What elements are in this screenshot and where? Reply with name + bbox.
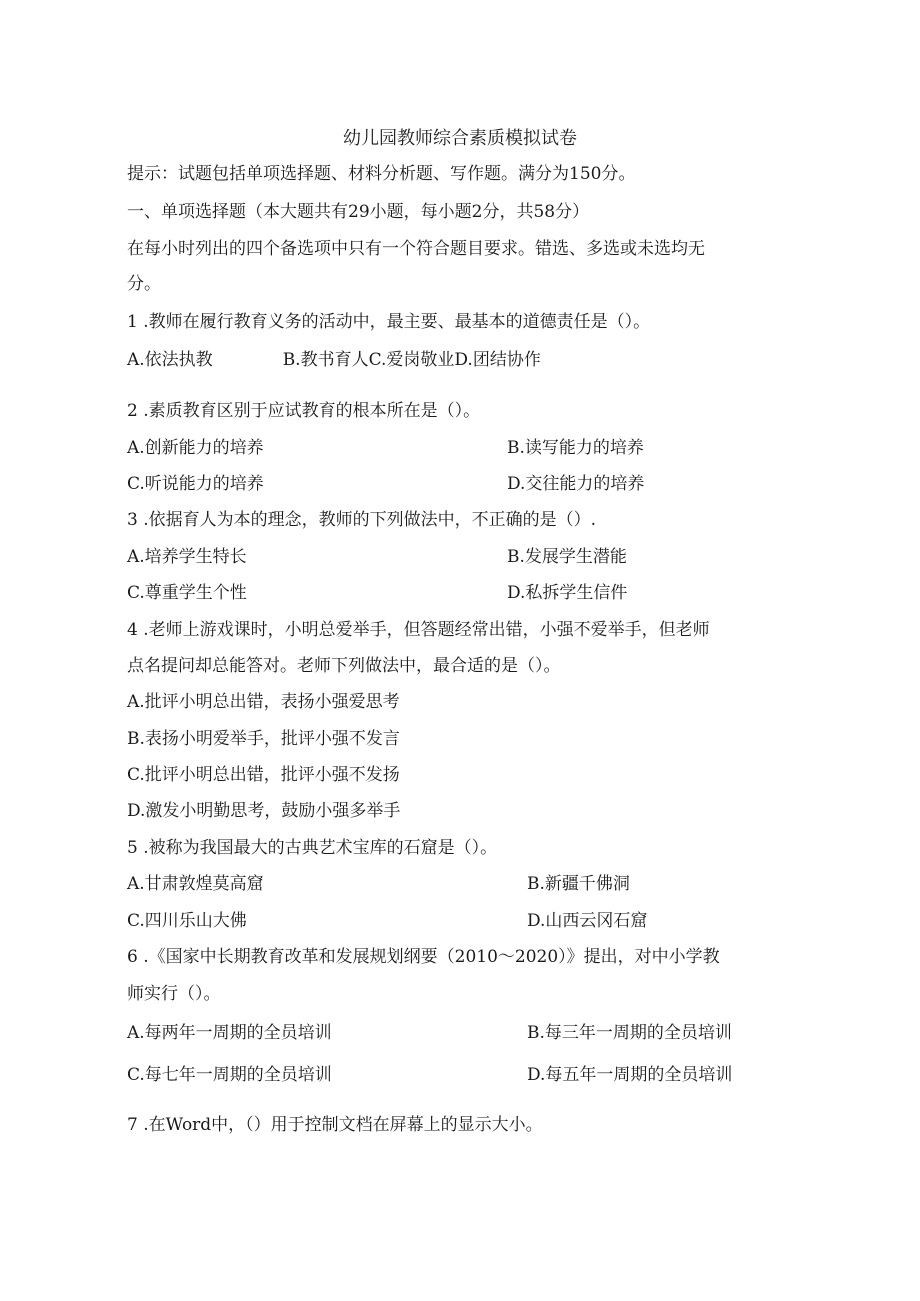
question-1-options-bcd: B.教书育人C.爱岗敬业D.团结协作: [282, 350, 541, 370]
question-6-stem-line2: 师实行（）。: [127, 984, 221, 1004]
question-4-stem-line1: 4 .老师上游戏课时，小明总爱举手，但答题经常出错，小强不爱举手，但老师: [127, 620, 710, 640]
question-6-option-d: D.每五年一周期的全员培训: [527, 1065, 733, 1085]
question-1-options: [127, 349, 541, 371]
question-6-option-b: B.每三年一周期的全员培训: [527, 1023, 732, 1043]
question-4-stem-line2: 点名提问却总能答对。老师下列做法中，最合适的是（）。: [127, 656, 561, 676]
question-1-stem: 1 .教师在履行教育义务的活动中，最主要、最基本的道德责任是（）。: [127, 312, 651, 332]
question-6-stem-line1: 6 .《国家中长期教育改革和发展规划纲要（2010～2020）》提出，对中小学教: [127, 947, 720, 967]
question-5-option-a: A.甘肃敦煌莫高窟: [127, 874, 264, 894]
question-5-option-c: C.四川乐山大佛: [127, 911, 247, 931]
section-instruction-line2: 分。: [127, 274, 161, 294]
question-5-option-b: B.新疆千佛洞: [527, 874, 630, 894]
question-4-option-c: C.批评小明总出错，批评小强不发扬: [127, 765, 400, 785]
question-2-stem: 2 .素质教育区别于应试教育的根本所在是（）。: [127, 401, 481, 421]
question-6-option-c: C.每七年一周期的全员培训: [127, 1065, 332, 1085]
exam-hint: 提示：试题包括单项选择题、材料分析题、写作题。满分为150分。: [127, 164, 636, 184]
question-4-option-a: A.批评小明总出错，表扬小强爱思考: [127, 692, 400, 712]
question-2-option-a: A.创新能力的培养: [127, 438, 264, 458]
section-instruction-line1: 在每小时列出的四个备选项中只有一个符合题目要求。错选、多选或未选均无: [127, 239, 705, 259]
question-2-option-c: C.听说能力的培养: [127, 474, 264, 494]
question-3-stem: 3 .依据育人为本的理念，教师的下列做法中，不正确的是（）.: [127, 510, 597, 530]
question-2-option-b: B.读写能力的培养: [507, 438, 644, 458]
question-7-stem: 7 .在Word中，（）用于控制文档在屏幕上的显示大小。: [127, 1115, 543, 1135]
question-4-option-b: B.表扬小明爱举手，批评小强不发言: [127, 729, 400, 749]
question-3-option-d: D.私拆学生信件: [507, 583, 628, 603]
question-1-option-a: A.依法执教: [127, 350, 213, 370]
question-5-option-d: D.山西云冈石窟: [527, 911, 648, 931]
question-4-option-d: D.激发小明勤思考，鼓励小强多举手: [127, 801, 401, 821]
question-3-option-b: B.发展学生潜能: [507, 547, 627, 567]
question-6-option-a: A.每两年一周期的全员培训: [127, 1023, 332, 1043]
page-title: 幼儿园教师综合素质模拟试卷: [343, 128, 577, 149]
section-heading: 一、单项选择题（本大题共有29小题，每小题2分，共58分）: [127, 202, 590, 222]
question-3-option-c: C.尊重学生个性: [127, 583, 247, 603]
question-2-option-d: D.交往能力的培养: [507, 474, 645, 494]
question-5-stem: 5 .被称为我国最大的古典艺术宝库的石窟是（）。: [127, 838, 498, 858]
question-3-option-a: A.培养学生特长: [127, 547, 247, 567]
